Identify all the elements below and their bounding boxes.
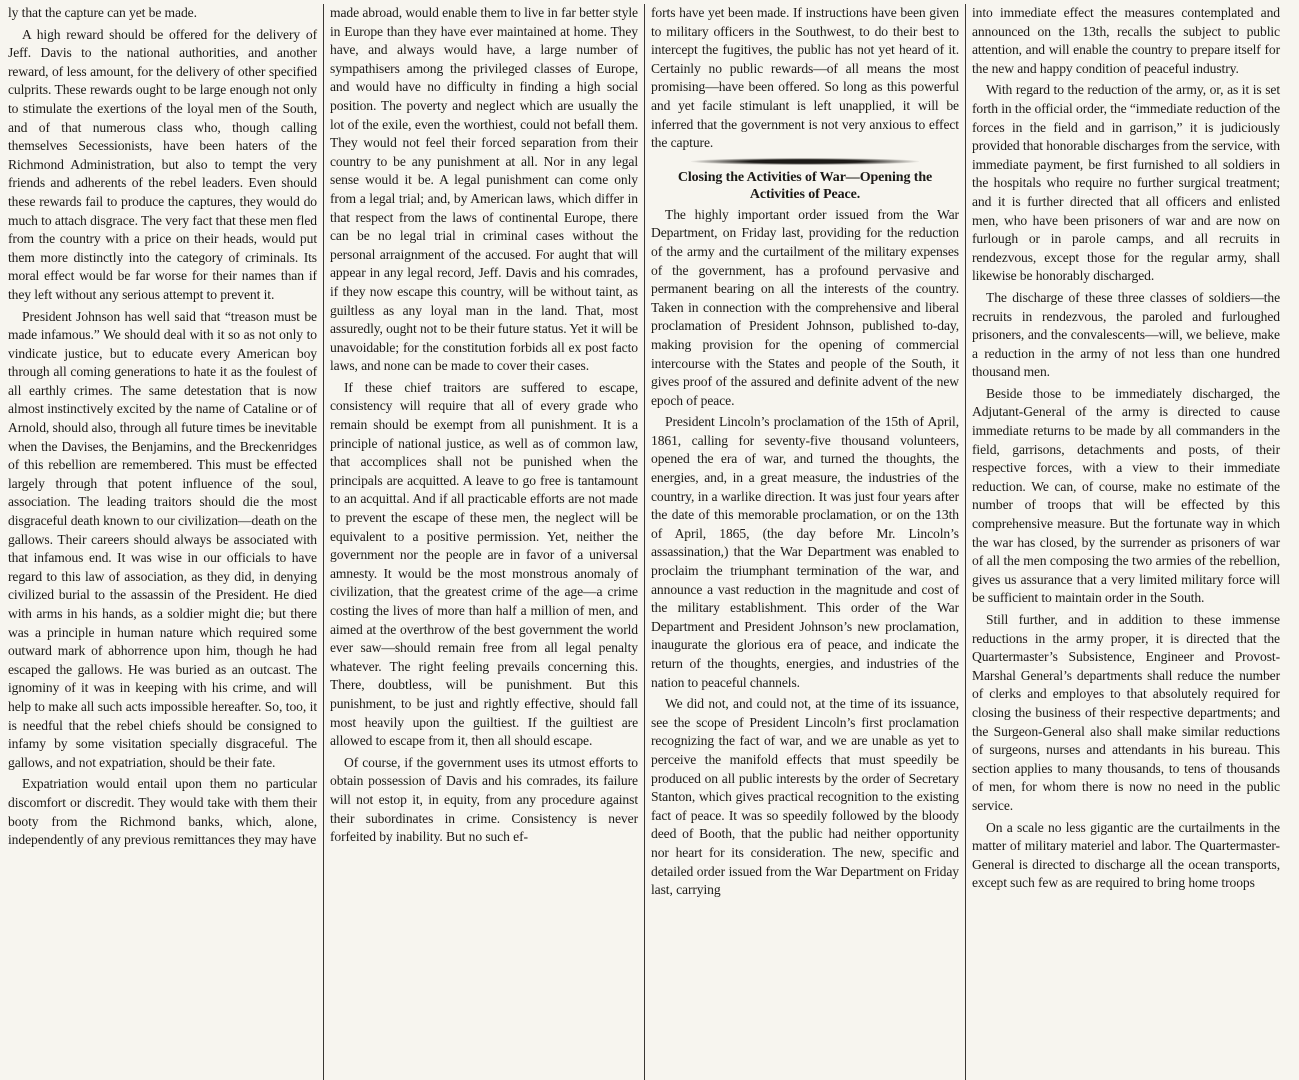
paragraph: made abroad, would enable them to live in far better style in Europe than they have ever maintained at home. They have, and always would have, a large number of sympathisers among the privileged classes of Europe, and would have no difficulty in finding a high social position. The poverty and neglect which are usually the lot of the exile, even the worthiest, could not befall them. They would not feel their forced separation from their country to be any punishment at all. Nor in any legal sense would it be. A legal punishment can come only from a legal trial; and, by American laws, which differ in that respect from the laws of continental Europe, there can be no legal trial in criminal cases without the personal arraignment of the accused. For aught that will appear in any legal record, Jeff. Davis and his comrades, if they now escape this country, will be without taint, as guiltless as any loyal man in the land. That, most assuredly, ought not to be their future status. Yet it will be unavoidable; for the constitution forbids all ex post facto laws, and none can be made to cover their cases. bbox=[330, 5, 638, 374]
column-3 bbox=[644, 4, 965, 1080]
paragraph: President Johnson has well said that “treason must be made infamous.” We should deal with it so as not only to vindicate justice, but to educate every American boy through all coming generations to hate it as the foulest of all earthly crimes. The same detestation that is now almost instinctively excited by the name of Cataline or of Arnold, should also, through all future times be inevitable when the Davises, the Benjamins, and the Breckenridges of this rebellion are remembered. This must be effected largely through that potent influence of the soul, association. The leading traitors should die the most disgraceful death known to our civilization—death on the gallows. Their careers should always be associated with that infamous end. It was wise in our officials to have regard to this law of association, as they did, in denying civilized burial to the assassin of the President. He died with arms in his hands, as a soldier might die; but there was a principle in human nature which required some outward mark of abhorrence upon him, though he had escaped the gallows. He was buried as an outcast. The ignominy of it was in keeping with his crime, and will help to make all such acts impossible hereafter. So, too, it is needful that the rebel chiefs should be consigned to infamy by some visitation specially disgraceful. The gallows, and not expatriation, should be their fate. bbox=[8, 308, 317, 770]
paragraph: On a scale no less gigantic are the curtailments in the matter of military materiel and labor. The Quartermaster-General is directed to discharge all the ocean transports, except such few as are required to bring home troops bbox=[972, 819, 1280, 891]
paragraph: Expatriation would entail upon them no particular discomfort or discredit. They would take with them their booty from the Richmond banks, which, alone, independently of any previous remittances they may have bbox=[8, 776, 317, 848]
paragraph: forts have yet been made. If instructions have been given to military officers in the Southwest, to do their best to intercept the fugitives, the public has not yet heard of it. Certainly no public rewards—of all means the most promising—have been offered. So long as this powerful and yet facile stimulant is left unapplied, it will be inferred that the government is not very anxious to effect the capture. bbox=[651, 5, 959, 151]
paragraph: ly that the capture can yet be made. bbox=[8, 5, 197, 20]
paragraph: into immediate effect the measures contemplated and announced on the 13th, recalls the subject to public attention, and will enable the country to prepare itself for the new and happy condition of peaceful industry. bbox=[972, 5, 1280, 76]
paragraph: The highly important order issued from the War Department, on Friday last, providing for the reduction of the army and the curtailment of the military expenses of the government, has a profound pervasive and permanent bearing on all the interests of the country. Taken in connection with the comprehensive and liberal proclamation of President Johnson, published to-day, making provision for the opening of commercial intercourse with the States and people of the South, it gives proof of the assured and definite advent of the new epoch of peace. bbox=[651, 206, 959, 408]
paragraph: We did not, and could not, at the time of its issuance, see the scope of President Lincoln’s first proclamation recognizing the fact of war, and we are unable as yet to perceive the manifold effects that must speedily be produced on all public interests by the order of Secretary Stanton, which gives practical recognition to the existing fact of peace. It was so speedily followed by the bloody deed of Booth, that the public had neither opportunity nor heart for its consideration. The new, specific and detailed order issued from the War Department on Friday last, carrying bbox=[651, 696, 959, 898]
column-2 bbox=[323, 4, 644, 1080]
article-headline: Closing the Activities of War—Opening the Activities of Peace. bbox=[677, 169, 933, 202]
paragraph: Still further, and in addition to these immense reductions in the army proper, it is directed that the Quartermaster’s Subsistence, Engineer and Provost-Marshal General’s departments shall reduce the number of clerks and employes to that absolutely required for closing the business of their respective departments; and the Surgeon-General also shall make similar reductions of surgeons, nurses and attendants in his bureau. This section applies to many thousands, to tens of thousands of men, for whom there is now no need in the public service. bbox=[972, 612, 1280, 813]
paragraph: A high reward should be offered for the delivery of Jeff. Davis to the national authorities, and another reward, of less amount, for the delivery of other specified culprits. These rewards ought to be large enough not only to stimulate the exertions of the loyal men of the South, and of that numerous class who, though calling themselves Secessionists, have been haters of the Richmond Administration, but also to tempt the very friends and adherents of the rebel leaders. Even should these rewards fail to produce the captures, they would do much to attach disgrace. The very fact that these men fled from the country with a price on their heads, would put them more distinctly into the category of criminals. Its moral effect would be far worse for their names than if they left without any serious attempt to prevent it. bbox=[8, 26, 317, 302]
column-4 bbox=[965, 4, 1286, 1080]
column-1 bbox=[2, 4, 323, 1080]
paragraph: Beside those to be immediately discharged, the Adjutant-General of the army is directed to cause immediate returns to be made by all commanders in the field, garrisons, detachments and posts, of their respective forces, with a view to their immediate reduction. We can, of course, make no estimate of the number of troops that will be effected by this comprehensive measure. But the fortunate way in which the war has closed, by the surrender as prisoners of war of all the men composing the two armies of the rebellion, gives us assurance that a very limited military force will be sufficient to maintain order in the South. bbox=[972, 385, 1280, 606]
paragraph: With regard to the reduction of the army, or, as it is set forth in the official order, the “immediate reduction of the forces in the field and in garrison,” it is judiciously provided that honorable discharges from the service, with immediate payment, be first furnished to all soldiers in the hospitals who require no further surgical treatment; and it is further directed that all officers and enlisted men, who have been prisoners of war and are now on furlough or in parole camps, and all recruits in rendezvous, except those for the regular army, shall likewise be honorably discharged. bbox=[972, 82, 1281, 284]
paragraph: Of course, if the government uses its utmost efforts to obtain possession of Davis and his comrades, its failure will not estop it, in equity, from any procedure against their subordinates in crime. Consistency is never forfeited by inability. But no such ef- bbox=[330, 754, 638, 845]
paragraph: The discharge of these three classes of soldiers—the recruits in rendezvous, the paroled and furloughed prisoners, and the convalescents—will, we believe, make a reduction in the army of not less than one hundred thousand men. bbox=[972, 289, 1280, 380]
paragraph: If these chief traitors are suffered to escape, consistency will require that all of every grade who remain should be exempt from all punishment. It is a principle of national justice, as well as of common law, that accomplices shall not be punished when the principals are acquitted. A leave to go free is tantamount to an acquittal. And if all practicable efforts are not made to prevent the escape of these men, the neglect will be equivalent to a positive permission. Yet, neither the government nor the people are in favor of a universal amnesty. It would be the most monstrous anomaly of civilization, that the greatest crime of the age—a crime costing the lives of more than half a million of men, and aimed at the overthrow of the best government the world ever saw—should remain free from all legal penalty whatever. The right feeling prevails concerning this. There, doubtless, will be punishment. But this punishment, to be just and rightly effective, should fall most heavily upon the guiltiest. If the guiltiest are allowed to escape from it, then all should escape. bbox=[330, 379, 638, 749]
paragraph: President Lincoln’s proclamation of the 15th of April, 1861, calling for seventy-five thousand volunteers, opened the era of war, and turned the thoughts, the energies, and, in a great measure, the industries of the country, in a warlike direction. It was just four years after the date of this memorable proclamation, or on the 13th of April, 1865, (the day before Mr. Lincoln’s assassination,) that the War Department was enabled to proclaim the triumphant termination of the war, and announce a vast reduction in the magnitude and cost of the military establishment. This order of the War Department and President Johnson’s new proclamation, inaugurate the glorious era of peace, and indicate the return of the thoughts, energies, and industries of the nation to peaceful channels. bbox=[651, 414, 959, 690]
section-divider bbox=[691, 158, 919, 165]
